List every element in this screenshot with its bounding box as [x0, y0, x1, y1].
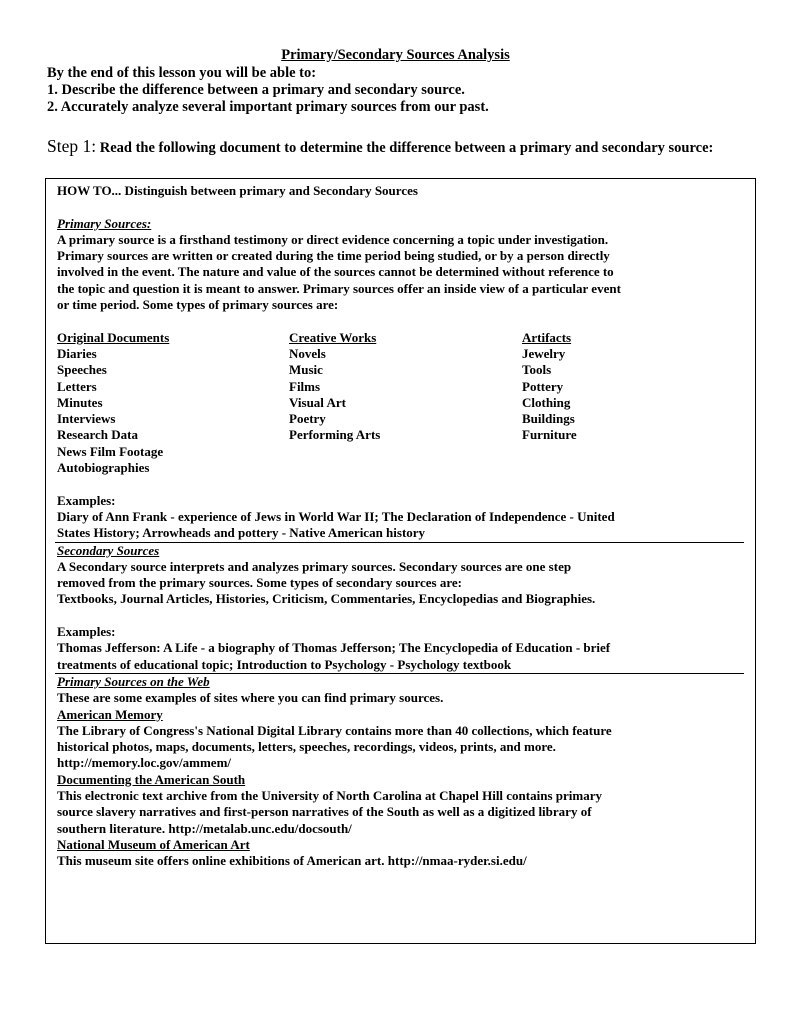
site-name-documenting-the-american-south[interactable]: Documenting the American South	[57, 771, 246, 787]
list-item: Autobiographies	[57, 460, 150, 476]
creative-works-column	[289, 330, 380, 444]
step-1-instruction	[47, 137, 747, 157]
list-item: News Film Footage	[57, 443, 164, 459]
box-heading: HOW TO... Distinguish between primary and Secondary Sources	[57, 183, 418, 198]
step-label: Step 1:	[47, 136, 97, 156]
original-documents-column	[57, 330, 169, 477]
primary-examples-line: States History; Arrowheads and pottery - Native American history	[57, 525, 426, 541]
secondary-sources-title: Secondary Sources	[57, 542, 160, 558]
primary-text-line: or time period. Some types of primary sources are:	[57, 297, 339, 313]
list-item: Furniture	[522, 427, 577, 443]
primary-text-line: Primary sources are written or created during the time period being studied, or by a person directly	[57, 248, 610, 264]
list-item: Novels	[289, 345, 326, 361]
objectives-intro: By the end of this lesson you will be able to:	[47, 65, 317, 81]
page-title: Primary/Secondary Sources Analysis	[281, 47, 510, 63]
site-description-line: This electronic text archive from the University of North Carolina at Chapel Hill contains primary	[57, 788, 602, 803]
site-description-line: southern literature. http://metalab.unc.edu/docsouth/	[57, 820, 352, 836]
list-item: Speeches	[57, 362, 107, 378]
primary-text-line: A primary source is a firsthand testimony or direct evidence concerning a topic under investigation.	[57, 231, 609, 247]
list-item: Interviews	[57, 411, 116, 427]
list-item: Tools	[522, 362, 552, 378]
secondary-examples-line: treatments of educational topic; Introduction to Psychology - Psychology textbook	[57, 656, 512, 672]
secondary-examples-label: Examples:	[57, 624, 116, 640]
site-description-line: This museum site offers online exhibitions of American art. http://nmaa-ryder.si.edu/	[57, 853, 527, 869]
list-item: Visual Art	[289, 394, 346, 410]
site-url[interactable]: http://memory.loc.gov/ammem/	[57, 755, 232, 771]
list-item: Music	[289, 362, 323, 378]
secondary-text-line: removed from the primary sources. Some types of secondary sources are:	[57, 575, 462, 591]
list-item: Clothing	[522, 394, 571, 410]
column-header: Artifacts	[522, 329, 572, 345]
column-header: Creative Works	[289, 329, 377, 345]
secondary-text-line: A Secondary source interprets and analyzes primary sources. Secondary sources are one step	[57, 558, 572, 574]
objective-2: 2. Accurately analyze several important primary sources from our past.	[47, 99, 489, 115]
list-item: Buildings	[522, 411, 575, 427]
step-text: Read the following document to determine the difference between a primary and secondary source:	[99, 140, 714, 156]
objective-1: 1. Describe the difference between a primary and secondary source.	[47, 82, 465, 98]
primary-examples-label: Examples:	[57, 492, 116, 508]
web-sources-title: Primary Sources on the Web	[57, 673, 210, 689]
secondary-text-line: Textbooks, Journal Articles, Histories, Criticism, Commentaries, Encyclopedias and Biographies.	[57, 591, 596, 607]
site-description-line: The Library of Congress's National Digital Library contains more than 40 collections, which feature	[57, 722, 612, 738]
list-item: Poetry	[289, 411, 326, 427]
list-item: Letters	[57, 378, 97, 394]
column-header: Original Documents	[57, 329, 170, 345]
site-description-line: historical photos, maps, documents, letters, speeches, recordings, videos, prints, and more.	[57, 739, 556, 755]
list-item: Pottery	[522, 378, 564, 394]
primary-text-line: the topic and question it is meant to answer. Primary sources offer an inside view of a particular event	[57, 280, 621, 296]
list-item: Performing Arts	[289, 427, 381, 443]
list-item: Jewelry	[522, 345, 566, 361]
web-intro: These are some examples of sites where you can find primary sources.	[57, 690, 444, 706]
list-item: Research Data	[57, 427, 138, 443]
primary-sources-title: Primary Sources:	[57, 215, 152, 231]
list-item: Films	[289, 378, 321, 394]
list-item: Minutes	[57, 394, 103, 410]
primary-text-line: involved in the event. The nature and value of the sources cannot be determined without reference to	[57, 264, 614, 280]
learning-objectives	[47, 65, 489, 116]
list-item: Diaries	[57, 345, 97, 361]
primary-examples-line: Diary of Ann Frank - experience of Jews in World War II; The Declaration of Independence - United	[57, 508, 615, 524]
site-name-american-memory[interactable]: American Memory	[57, 706, 163, 722]
site-name-national-museum-of-american-art[interactable]: National Museum of American Art	[57, 836, 250, 852]
primary-source-types	[57, 330, 747, 477]
secondary-examples-line: Thomas Jefferson: A Life - a biography of Thomas Jefferson; The Encyclopedia of Education - brief	[57, 640, 611, 656]
reading-content	[57, 183, 747, 869]
artifacts-column	[522, 330, 577, 444]
site-description-line: source slavery narratives and first-person narratives of the South as well as a digitized library of	[57, 804, 592, 820]
